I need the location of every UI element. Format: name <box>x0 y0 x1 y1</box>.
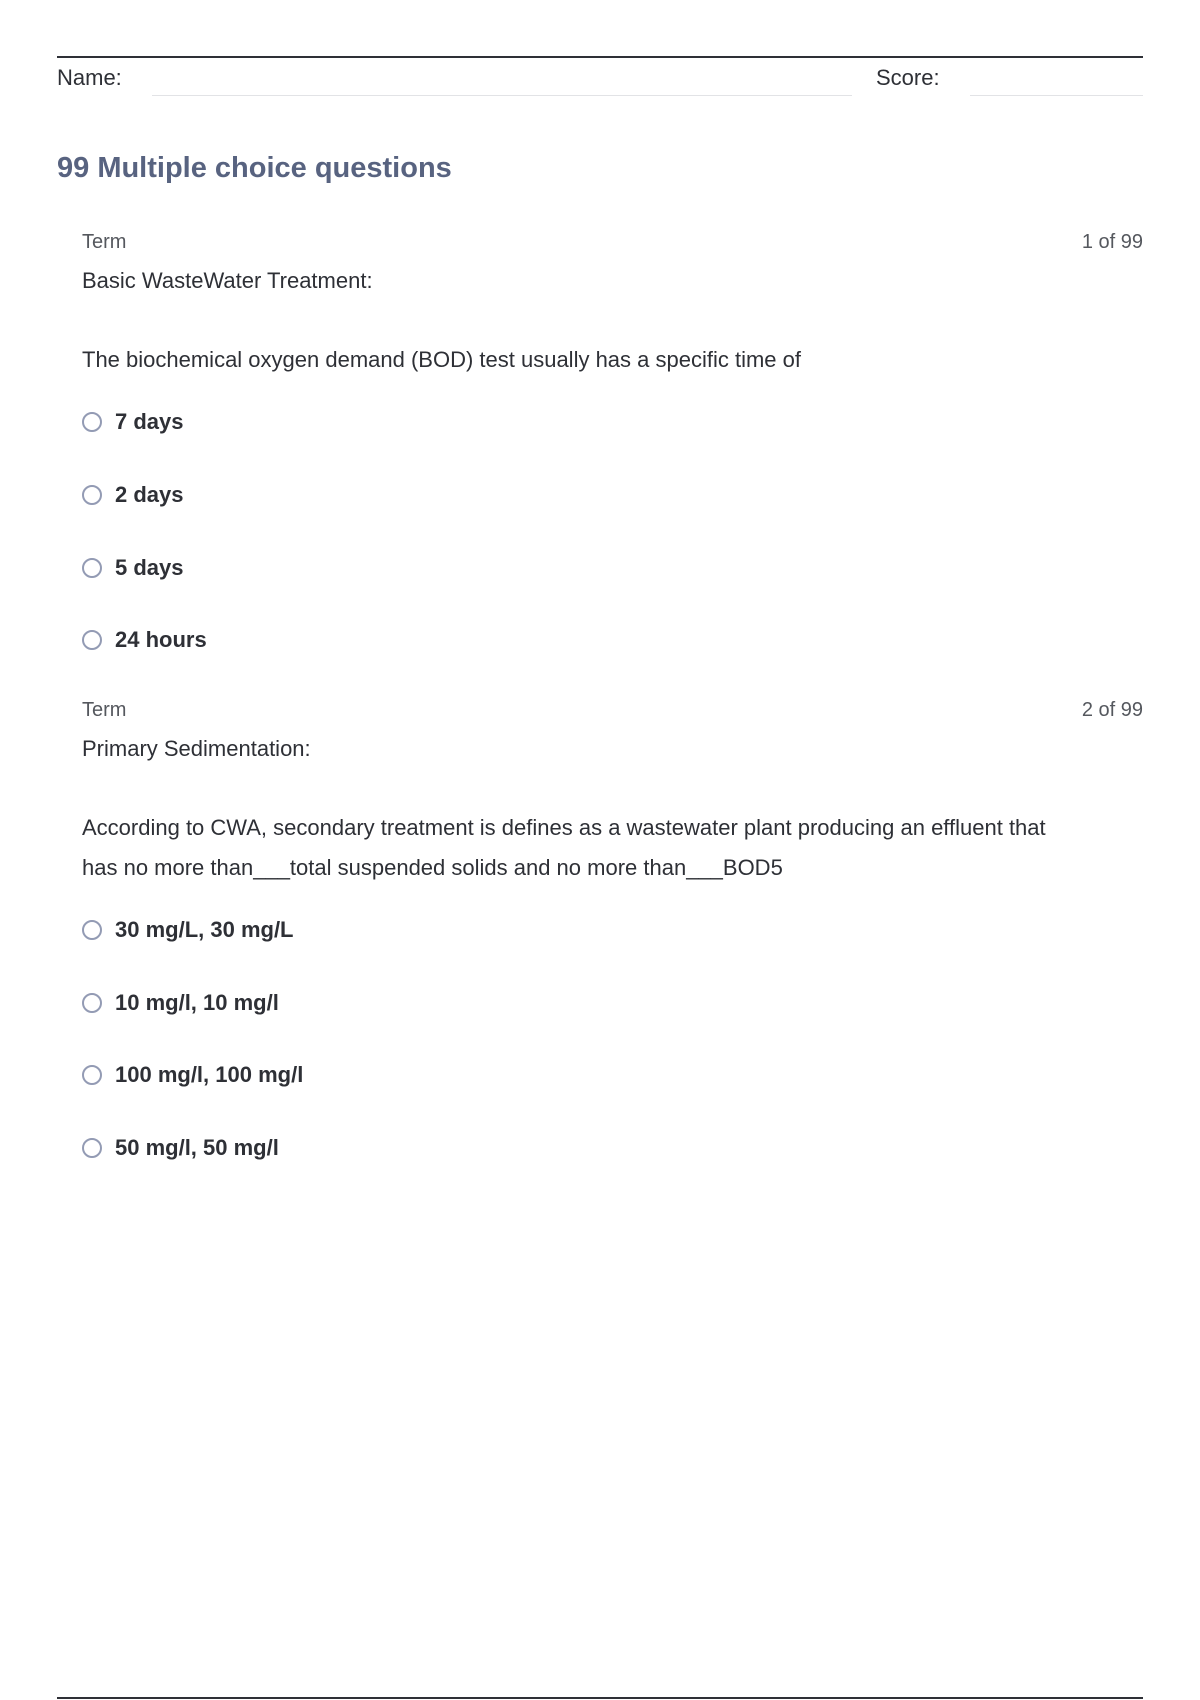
answer-option-label: 50 mg/l, 50 mg/l <box>115 1135 279 1160</box>
score-field[interactable] <box>970 95 1143 96</box>
bottom-rule <box>57 1697 1143 1699</box>
radio-button-icon[interactable] <box>82 485 102 505</box>
top-rule <box>57 56 1143 58</box>
answer-option[interactable] <box>82 625 207 655</box>
radio-button-icon[interactable] <box>82 920 102 940</box>
question-term: Primary Sedimentation: <box>82 736 311 761</box>
answer-option-label: 5 days <box>115 555 184 580</box>
answer-option[interactable] <box>82 915 294 945</box>
question-type-label: Term <box>82 699 127 721</box>
name-field[interactable] <box>152 95 852 96</box>
answer-option[interactable] <box>82 553 184 583</box>
answer-option[interactable] <box>82 1133 279 1163</box>
answer-option-label: 7 days <box>115 409 184 434</box>
question-type-label: Term <box>82 231 127 253</box>
answer-option-label: 2 days <box>115 482 184 507</box>
radio-button-icon[interactable] <box>82 993 102 1013</box>
answer-option-label: 100 mg/l, 100 mg/l <box>115 1062 304 1087</box>
radio-button-icon[interactable] <box>82 558 102 578</box>
question-prompt: The biochemical oxygen demand (BOD) test usually has a specific time of <box>82 347 801 372</box>
name-label: Name: <box>57 65 122 90</box>
score-label: Score: <box>876 65 940 90</box>
question-counter: 1 of 99 <box>1081 231 1143 253</box>
radio-button-icon[interactable] <box>82 630 102 650</box>
answer-option-label: 24 hours <box>115 627 207 652</box>
radio-button-icon[interactable] <box>82 412 102 432</box>
answer-option-label: 10 mg/l, 10 mg/l <box>115 990 279 1015</box>
answer-option[interactable] <box>82 407 184 437</box>
radio-button-icon[interactable] <box>82 1138 102 1158</box>
page-title: 99 Multiple choice questions <box>57 152 452 184</box>
answer-option[interactable] <box>82 480 184 510</box>
answer-option-label: 30 mg/L, 30 mg/L <box>115 917 294 942</box>
radio-button-icon[interactable] <box>82 1065 102 1085</box>
question-prompt: According to CWA, secondary treatment is defines as a wastewater plant producing an effluent that has no more than___total suspended solids and no more than___BOD5 <box>82 815 1046 880</box>
question-counter: 2 of 99 <box>1081 699 1143 721</box>
answer-option[interactable] <box>82 988 279 1018</box>
answer-option[interactable] <box>82 1060 303 1090</box>
question-term: Basic WasteWater Treatment: <box>82 268 373 293</box>
